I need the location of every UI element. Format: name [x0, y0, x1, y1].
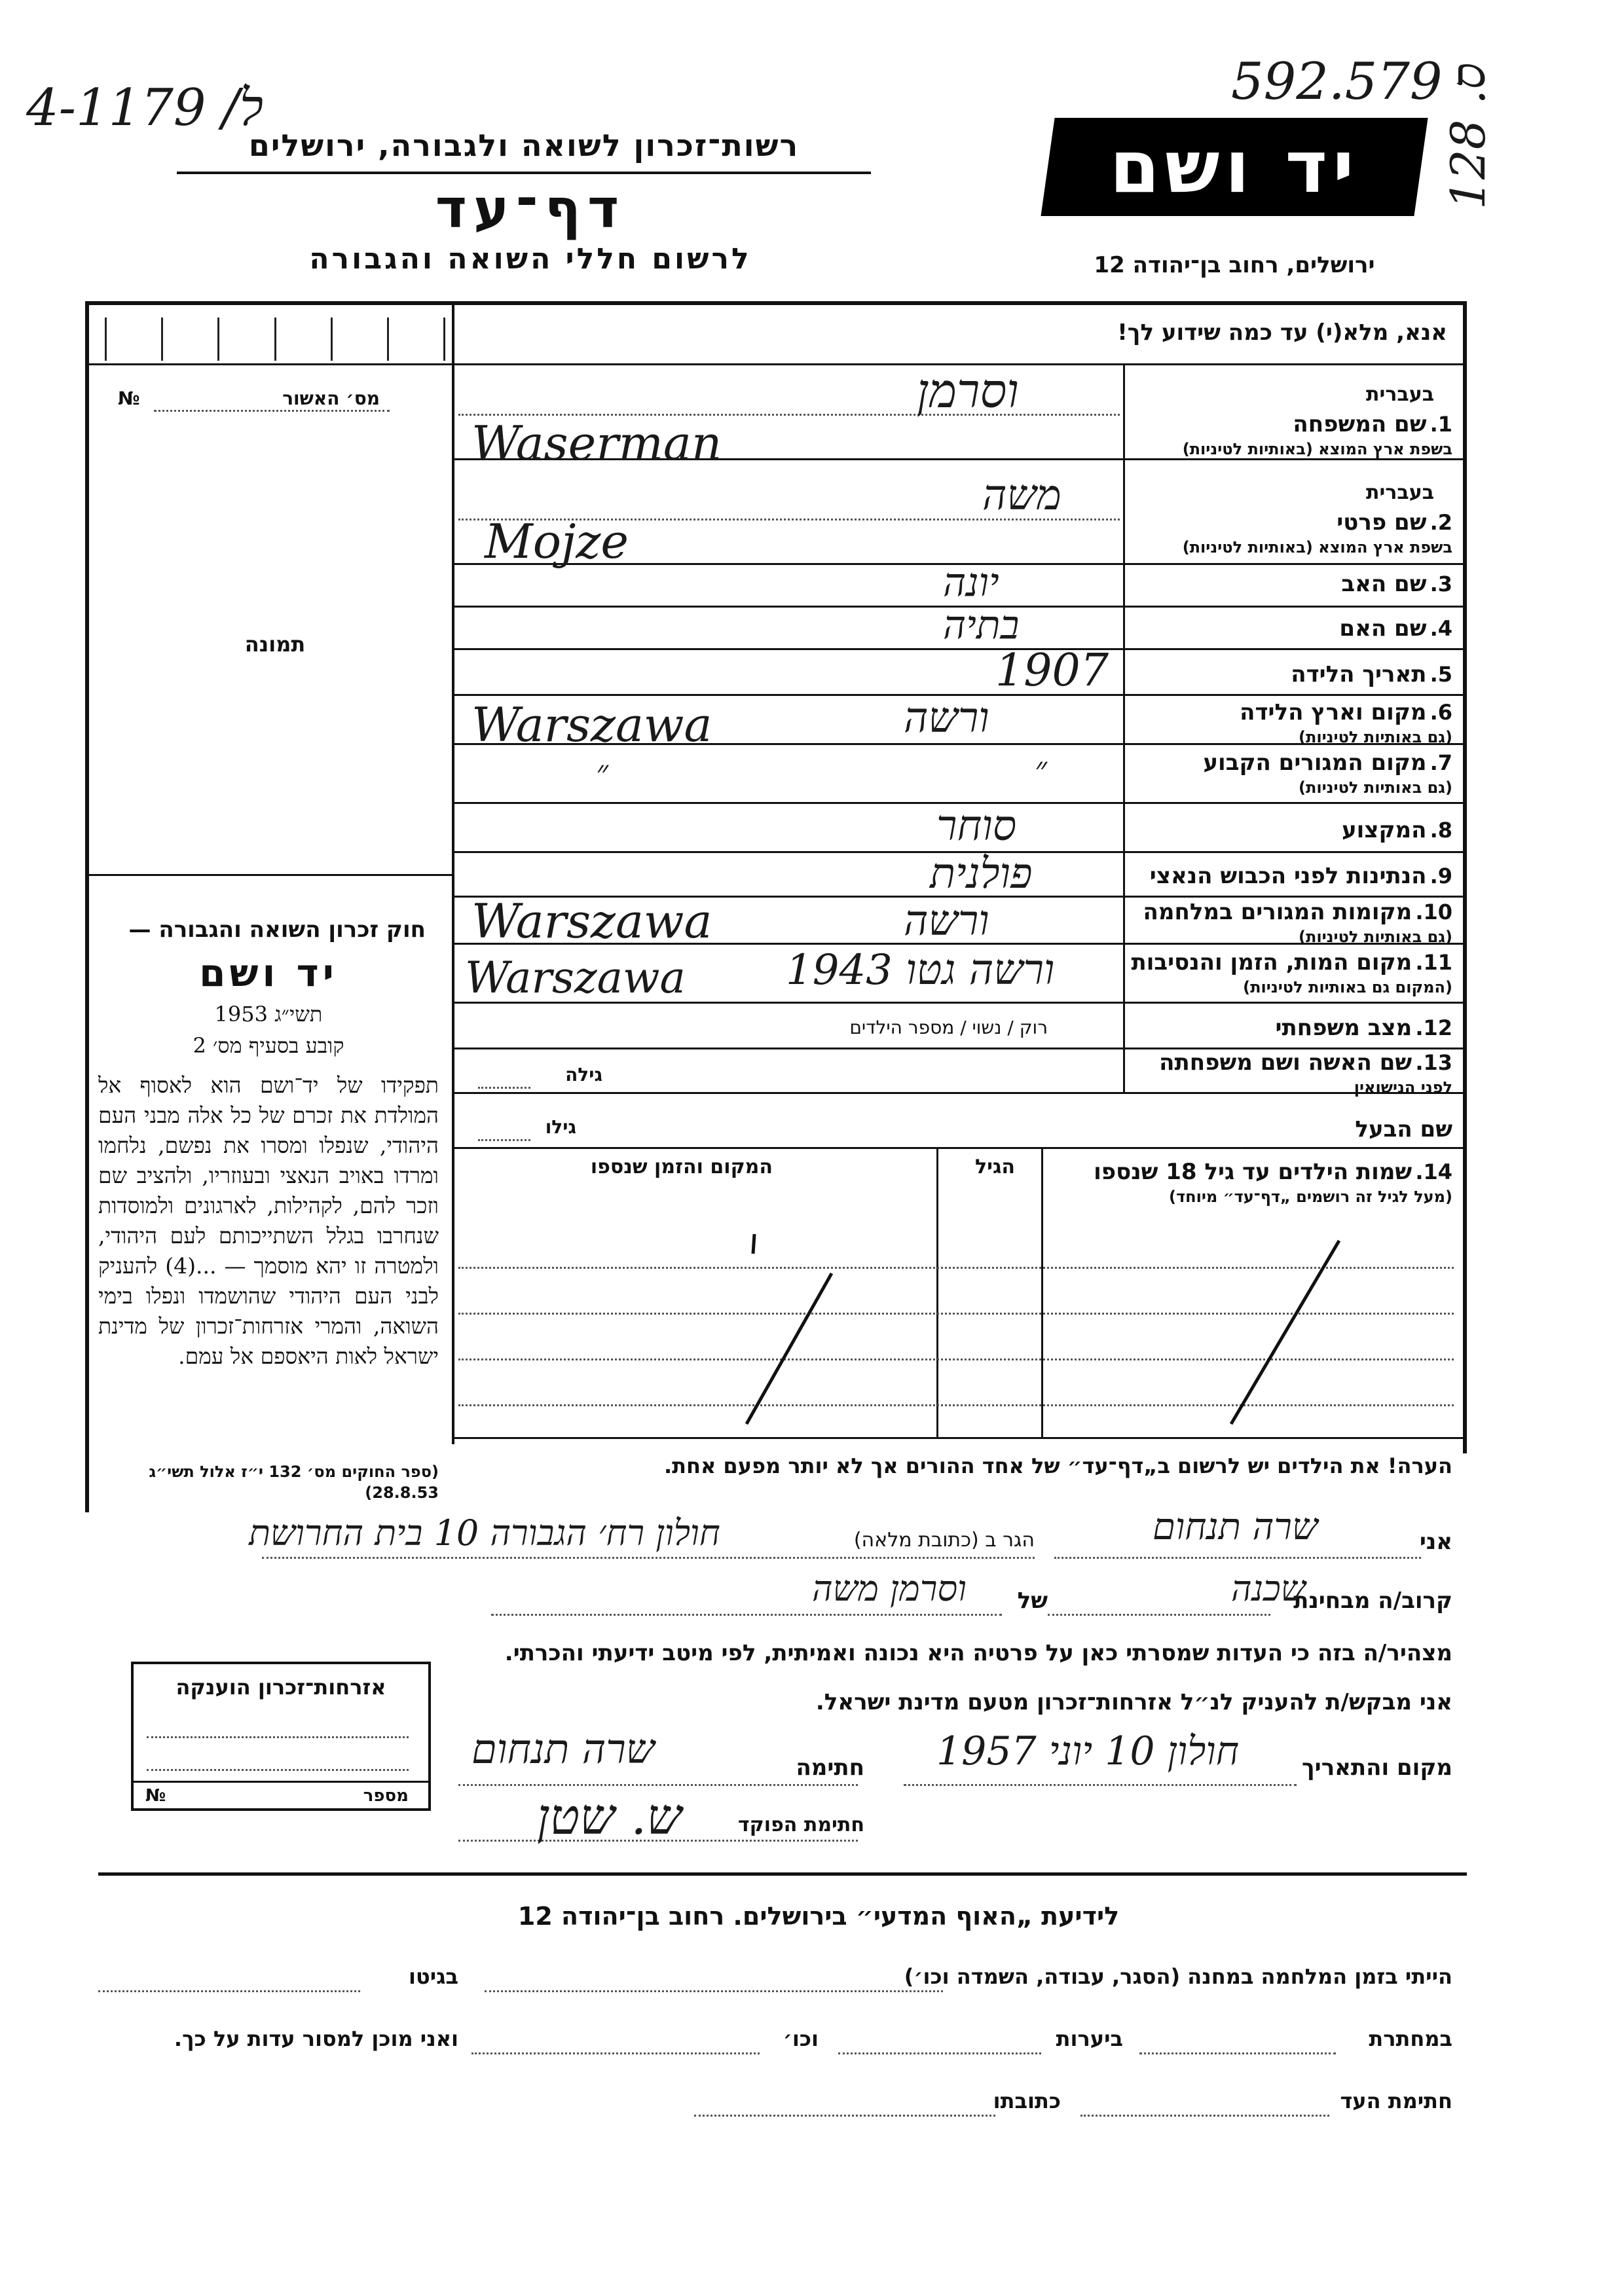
field-5-value: 1907 [995, 645, 1109, 697]
decl-relative: קרוב/ה מבחינת [1293, 1588, 1452, 1614]
citizenship-number-label: מספר [363, 1786, 409, 1806]
photo-placeholder: תמונה [244, 632, 306, 657]
decl-of: של [1017, 1588, 1048, 1614]
field-1-value-hebrew: וסרמן [917, 363, 1019, 418]
field-3-label: 3. שם האב [1341, 571, 1452, 597]
bottom-ghetto: בגיטו [409, 1964, 458, 1989]
field-2-label: 2. שם פרטי בשפת ארץ המוצא (באותיות לטיניות) [1182, 509, 1452, 556]
decl-address: חולון רח׳ הגבורה 10 בית החרושת [249, 1512, 720, 1554]
field-8-label: 8. המקצוע [1341, 817, 1452, 843]
citizenship-title: אזרחות־זכרון הוענקה [175, 1675, 386, 1700]
field-12-label: 12. מצב משפחתי [1275, 1015, 1452, 1041]
field-9-label: 9. הנתינות לפני הכבוש הנאצי [1149, 863, 1452, 889]
children-label: 14. שמות הילדים עד גיל 18 שנספו (מעל לגיל זה רושמים „דף־עד״ מיוחד) [1094, 1159, 1452, 1206]
bottom-title: לידיעת „האוף המדעי״ בירושלים. רחוב בן־יהודה 12 [517, 1902, 1120, 1931]
field-1-value-latin: Waserman [471, 416, 722, 471]
field-6-label: 6. מקום וארץ הלידה (גם באותיות לטיניות) [1240, 699, 1452, 746]
husband-label: שם הבעל [1355, 1116, 1452, 1142]
authority-name: רשות־זכרון לשואה ולגבורה, ירושלים [248, 128, 800, 163]
decl-place-date-label: מקום והתאריך [1302, 1755, 1452, 1781]
field-9-value: פולנית [930, 850, 1033, 898]
field-3-value: יונה [943, 560, 999, 606]
field-4-value: בתיה [943, 602, 1020, 648]
decl-relative-of: וסרמן משה [812, 1568, 967, 1609]
law-clause: קובע בסעיף מס׳ 2 [193, 1033, 344, 1058]
margin-note-left: 4-1179 /ל [26, 79, 264, 137]
decl-resides: הגר ב (כתובת מלאה) [853, 1529, 1035, 1552]
children-note: הערה! את הילדים יש לרשום ב„דף־עד״ של אחד ההורים אך לא יותר מפעם אחת. [663, 1453, 1452, 1478]
field-10-value-hebrew: ורשה [904, 897, 989, 945]
field-10-value-latin: Warszawa [471, 894, 712, 949]
citizenship-box [131, 1662, 431, 1811]
bottom-etc: וכו׳ [783, 2026, 819, 2051]
wife-age-label: גילה [565, 1064, 602, 1085]
yad-vashem-logo: יד ושם [1041, 118, 1428, 216]
field-8-value: סוחר [936, 802, 1017, 850]
decl-statement: מצהיר/ה בזה כי העדות שמסרתי כאן על פרטיה היא נכונה ואמיתית, לפי מיטב ידיעתי והכרתי. [504, 1640, 1452, 1666]
decl-i: אני [1419, 1529, 1452, 1555]
law-source: (ספר החוקים מס׳ 132 י״ז אלול תשי״ג 28.8.53) [149, 1463, 439, 1502]
law-title: חוק זכרון השואה והגבורה — [128, 917, 426, 943]
decl-relation: שכנה [1231, 1568, 1306, 1609]
children-strike-lines [458, 1149, 1460, 1437]
field-2-value-latin: Mojze [485, 514, 629, 569]
law-text: תפקידו של יד־ושם הוא לאסוף אל המולדת את זכרם של כל אלה מבני העם היהודי, שנפלו ומסרו את נפשם, נלחמו ומרדו באויב הנאצי ובעוזריו, ולהציב שם וזכר להם, לקהילות, לארגונים ולמוסדות שנחרבו בגלל השתייכותם לעם היהודי, ולמטרה זו יהא מוסמך — ...(4) להעניק לבני העם היהודי שהושמדו ונפלו בימי השואה, והמרי אזרחות־זכרון של מדינת ישראל לאות היאספם אל עמם. [98, 1072, 439, 1369]
marital-options: רוק / נשוי / מספר הילדים [849, 1017, 1048, 1038]
decl-name: שרה תנחום [1153, 1506, 1318, 1548]
margin-note-number: 592.579 [1231, 52, 1443, 111]
decl-signature: שרה תנחום [471, 1725, 655, 1773]
approval-number-sign: № [118, 388, 140, 409]
bottom-underground: במחתרת [1369, 2026, 1452, 2051]
law-name: יד ושם [199, 951, 338, 995]
field-7-label: 7. מקום המגורים הקבוע (גם באותיות לטיניות) [1203, 750, 1452, 797]
citizenship-number-sign: № [145, 1786, 166, 1806]
field-11-value-hebrew: 1943 ורשה גטו [786, 946, 1055, 994]
bottom-line1: הייתי בזמן המלחמה במחנה (הסגר, עבודה, השמדה וכו׳) [904, 1964, 1452, 1989]
form-subtitle: לרשום חללי השואה והגבורה [309, 242, 752, 276]
husband-age-label: גילו [545, 1116, 576, 1138]
bottom-ready: ואני מוכן למסור עדות על כך. [174, 2026, 458, 2051]
margin-note-side: ס. 128 [1441, 62, 1496, 210]
bottom-witness-sig: חתימת העד [1340, 2088, 1452, 2113]
lang-hebrew-2: בעברית [1366, 481, 1434, 504]
field-6-value-hebrew: ורשה [904, 694, 989, 742]
field-13-label: 13. שם האשה ושם משפחתה לפני הנישואין [1159, 1049, 1452, 1097]
field-5-label: 5. תאריך הלידה [1291, 661, 1452, 687]
law-year: תשי״ג 1953 [214, 1002, 323, 1027]
decl-request: אני מבקש/ת להעניק לנ״ל אזרחות־זכרון מטעם מדינת ישראל. [815, 1689, 1452, 1715]
decl-date-value: חולון 10 יוני 1957 [936, 1728, 1240, 1774]
field-6-value-latin: Warszawa [471, 697, 712, 752]
field-7-value-2: ״ [1035, 750, 1047, 788]
decl-signature-label: חתימה [796, 1755, 864, 1781]
decl-officer-label: חתימת הפוקד [738, 1813, 864, 1836]
field-11-value-latin: Warszawa [465, 953, 686, 1003]
field-1-label: 1. שם המשפחה בשפת ארץ המוצא (באותיות לטיניות) [1182, 411, 1452, 458]
field-11-label: 11. מקום המות, הזמן והנסיבות (המקום גם באותיות לטיניות) [1131, 949, 1452, 996]
bottom-forests: ביערות [1056, 2026, 1123, 2051]
children-col-place: המקום והזמן שנספו [590, 1156, 773, 1178]
field-2-value-hebrew: משה [982, 471, 1061, 520]
lang-hebrew-1: בעברית [1366, 383, 1434, 406]
field-10-label: 10. מקומות המגורים במלחמה (גם באותיות לטיניות) [1143, 899, 1452, 946]
children-col-age: הגיל [975, 1156, 1015, 1178]
field-4-label: 4. שם האם [1339, 615, 1452, 642]
instruction-text: אנא, מלא(י) עד כמה שידוע לך! [1117, 319, 1447, 346]
header-address: ירושלים, רחוב בן־יהודה 12 [1094, 252, 1375, 278]
stamp-boxes [105, 318, 445, 361]
form-title: דף־עד [435, 178, 626, 240]
approval-label: מס׳ האשור [282, 388, 380, 409]
bottom-address: כתובתו [993, 2088, 1061, 2113]
field-7-value: ״ [596, 753, 608, 791]
decl-officer-signature: ש. שטן [537, 1787, 682, 1846]
